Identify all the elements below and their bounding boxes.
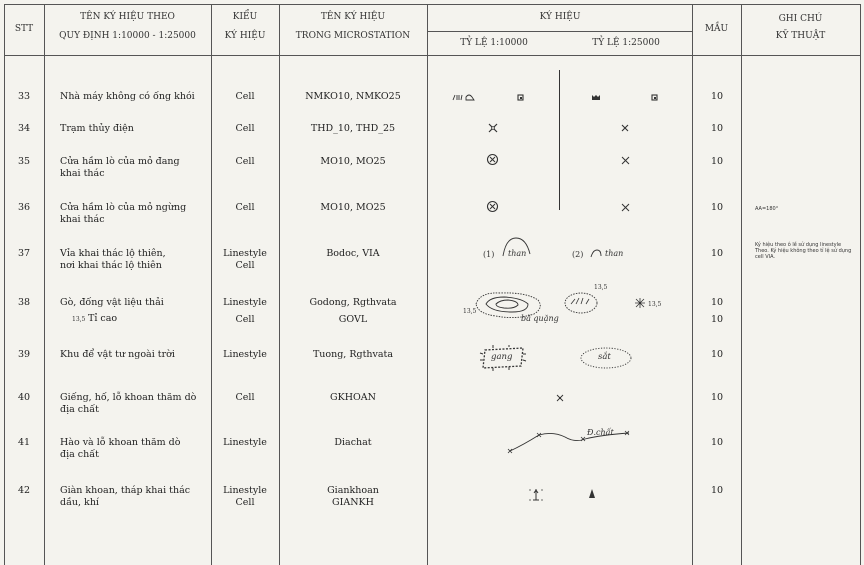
row-36-name: Cửa hầm lò của mỏ ngừng [60, 202, 187, 213]
row-33-mau: 10 [710, 91, 724, 102]
row-37-note: Ký hiệu theo ô lề sử dụng linestyle Theo. Ký hiệu không theo tỉ lệ sử dụng cell VIA. [755, 242, 852, 260]
row-38-name: Gò, đống vật liệu thải [60, 297, 164, 308]
open-pit-mine-symbol-25000 [589, 248, 603, 258]
row-34-type: Cell [235, 123, 255, 134]
row-40-name: Giếng, hố, lỗ khoan thăm dò [60, 392, 197, 403]
row-41-type: Linestyle [223, 437, 267, 448]
drilling-rig-symbol-10000 [529, 488, 543, 502]
row-38-mau-line2: 10 [710, 314, 724, 325]
row-37-stt: 37 [17, 248, 31, 259]
row-38-type: Linestyle [223, 297, 267, 308]
header-ms-line1: TÊN KÝ HIỆU [320, 12, 386, 22]
header-bottom-border [4, 55, 861, 56]
waste-heap-symbol-25000 [563, 290, 599, 316]
row-41-ms: Diachat [334, 437, 372, 448]
factory-square-symbol-25000 [651, 93, 659, 101]
row-37-type-line2: Cell [235, 260, 255, 271]
header-name-line2: QUY ĐỊNH 1:10000 - 1:25000 [59, 31, 196, 41]
row-34-ms: THD_10, THD_25 [310, 123, 396, 134]
inactive-mine-entrance-symbol-25000 [621, 203, 630, 212]
row-42-ms-line2: GIANKH [332, 497, 374, 508]
row-38-type-line2: Cell [235, 314, 255, 325]
row-42-ms: Giankhoan [327, 485, 379, 496]
header-mau: MẦU [704, 24, 729, 34]
row-36-ms: MO10, MO25 [320, 202, 386, 213]
row-41-mau: 10 [710, 437, 724, 448]
row-33-stt: 33 [17, 91, 31, 102]
row-42-stt: 42 [17, 485, 31, 496]
via-label-1: (1) [483, 250, 495, 259]
row-35-type: Cell [235, 156, 255, 167]
scale-divider-line [559, 70, 560, 210]
row-37-name: Vỉa khai thác lộ thiên, [60, 248, 166, 259]
header-stt: STT [14, 24, 34, 34]
row-34-mau: 10 [710, 123, 724, 134]
row-37-name-line2: nơi khai thác lộ thiên [60, 260, 162, 271]
via-label-than-b: than [605, 249, 624, 258]
row-38-ms-line2: GOVL [338, 314, 368, 325]
col-border-type [279, 4, 280, 565]
row-36-stt: 36 [17, 202, 31, 213]
row-35-mau: 10 [710, 156, 724, 167]
row-41-name-line2: địa chất [60, 449, 99, 460]
col-border-stt [44, 4, 45, 565]
active-mine-entrance-symbol-10000 [486, 153, 499, 166]
row-33-ms: NMKO10, NMKO25 [305, 91, 401, 102]
header-scale-25000: TỶ LỆ 1:25000 [592, 38, 660, 48]
row-33-name: Nhà máy không có ống khói [60, 91, 195, 102]
bai-quang-label: bã quặng [521, 314, 559, 323]
go-height-label-c: 13,5 [648, 301, 662, 308]
row-39-mau: 10 [710, 349, 724, 360]
row-42-type-line2: Cell [235, 497, 255, 508]
row-36-name-line2: khai thác [60, 214, 105, 225]
row-37-type: Linestyle [223, 248, 267, 259]
col-border-ms [427, 4, 428, 565]
header-name-line1: TÊN KÝ HIỆU THEO [80, 12, 175, 22]
row-38-height-num: 13,5 [72, 316, 86, 323]
row-35-name-line2: khai thác [60, 168, 105, 179]
active-mine-entrance-symbol-25000 [621, 156, 630, 165]
row-33-type: Cell [235, 91, 255, 102]
row-39-stt: 39 [17, 349, 31, 360]
row-41-name: Hào và lỗ khoan thăm dò [60, 437, 181, 448]
row-42-name-line2: dầu, khí [60, 497, 99, 508]
col-border-name [211, 4, 212, 565]
dia-chat-label: Đ.chất [587, 428, 614, 437]
go-height-label-a: 13,5 [463, 308, 477, 315]
row-40-stt: 40 [17, 392, 31, 403]
row-36-type: Cell [235, 202, 255, 213]
via-label-2: (2) [572, 250, 584, 259]
factory-no-chimney-symbol-10000 [452, 92, 482, 102]
row-39-name: Khu để vật tư ngoài trời [60, 349, 175, 360]
table-top-border [4, 4, 861, 5]
drilling-rig-symbol-25000 [588, 488, 596, 500]
row-37-mau: 10 [710, 248, 724, 259]
row-42-type: Linestyle [223, 485, 267, 496]
col-border-symbol [692, 4, 693, 565]
row-36-mau: 10 [710, 202, 724, 213]
exploration-well-symbol [556, 394, 564, 402]
row-39-ms: Tuong, Rgthvata [312, 349, 394, 360]
row-34-stt: 34 [17, 123, 31, 134]
hydro-station-symbol-10000 [487, 122, 499, 134]
header-note-line1: GHI CHÚ [778, 14, 823, 24]
factory-no-chimney-symbol-25000 [591, 93, 601, 101]
go-height-label-b: 13,5 [594, 284, 608, 291]
row-40-name-line2: địa chất [60, 404, 99, 415]
header-ms-line2: TRONG MICROSTATION [295, 31, 411, 41]
waste-heap-point-symbol [634, 297, 646, 309]
header-type-line2: KÝ HIỆU [224, 31, 266, 41]
header-symbol: KÝ HIỆU [539, 12, 581, 22]
geological-trench-linestyle [505, 425, 635, 457]
row-37-ms: Bodoc, VIA [326, 248, 380, 259]
header-type-line1: KIỂU [232, 12, 258, 22]
row-36-note: AA=180° [755, 206, 779, 212]
row-39-type: Linestyle [223, 349, 267, 360]
col-border-left [4, 4, 5, 565]
row-38-ms: Godong, Rgthvata [309, 297, 397, 308]
header-note-line2: KỸ THUẬT [775, 31, 826, 41]
row-40-ms: GKHOAN [330, 392, 376, 403]
row-38-name-line2: Tỉ cao [88, 313, 118, 324]
col-border-right [860, 4, 861, 565]
hydro-station-symbol-25000 [620, 123, 630, 133]
row-38-mau: 10 [710, 297, 724, 308]
gang-label: gang [491, 352, 513, 362]
via-label-than-a: than [508, 249, 527, 258]
row-35-ms: MO10, MO25 [320, 156, 386, 167]
row-40-mau: 10 [710, 392, 724, 403]
row-42-mau: 10 [710, 485, 724, 496]
row-38-stt: 38 [17, 297, 31, 308]
header-scale-10000: TỶ LỆ 1:10000 [460, 38, 528, 48]
symbol-subheader-divider [428, 31, 692, 32]
col-border-mau [741, 4, 742, 565]
row-40-type: Cell [235, 392, 255, 403]
row-35-name: Cửa hầm lò của mỏ đang [60, 156, 180, 167]
row-35-stt: 35 [17, 156, 31, 167]
sat-label: sắt [598, 352, 611, 362]
row-42-name: Giàn khoan, tháp khai thác [60, 485, 191, 496]
row-41-stt: 41 [17, 437, 31, 448]
factory-square-symbol-10000 [517, 93, 525, 101]
row-34-name: Trạm thủy điện [60, 123, 134, 134]
inactive-mine-entrance-symbol-10000 [486, 200, 499, 213]
